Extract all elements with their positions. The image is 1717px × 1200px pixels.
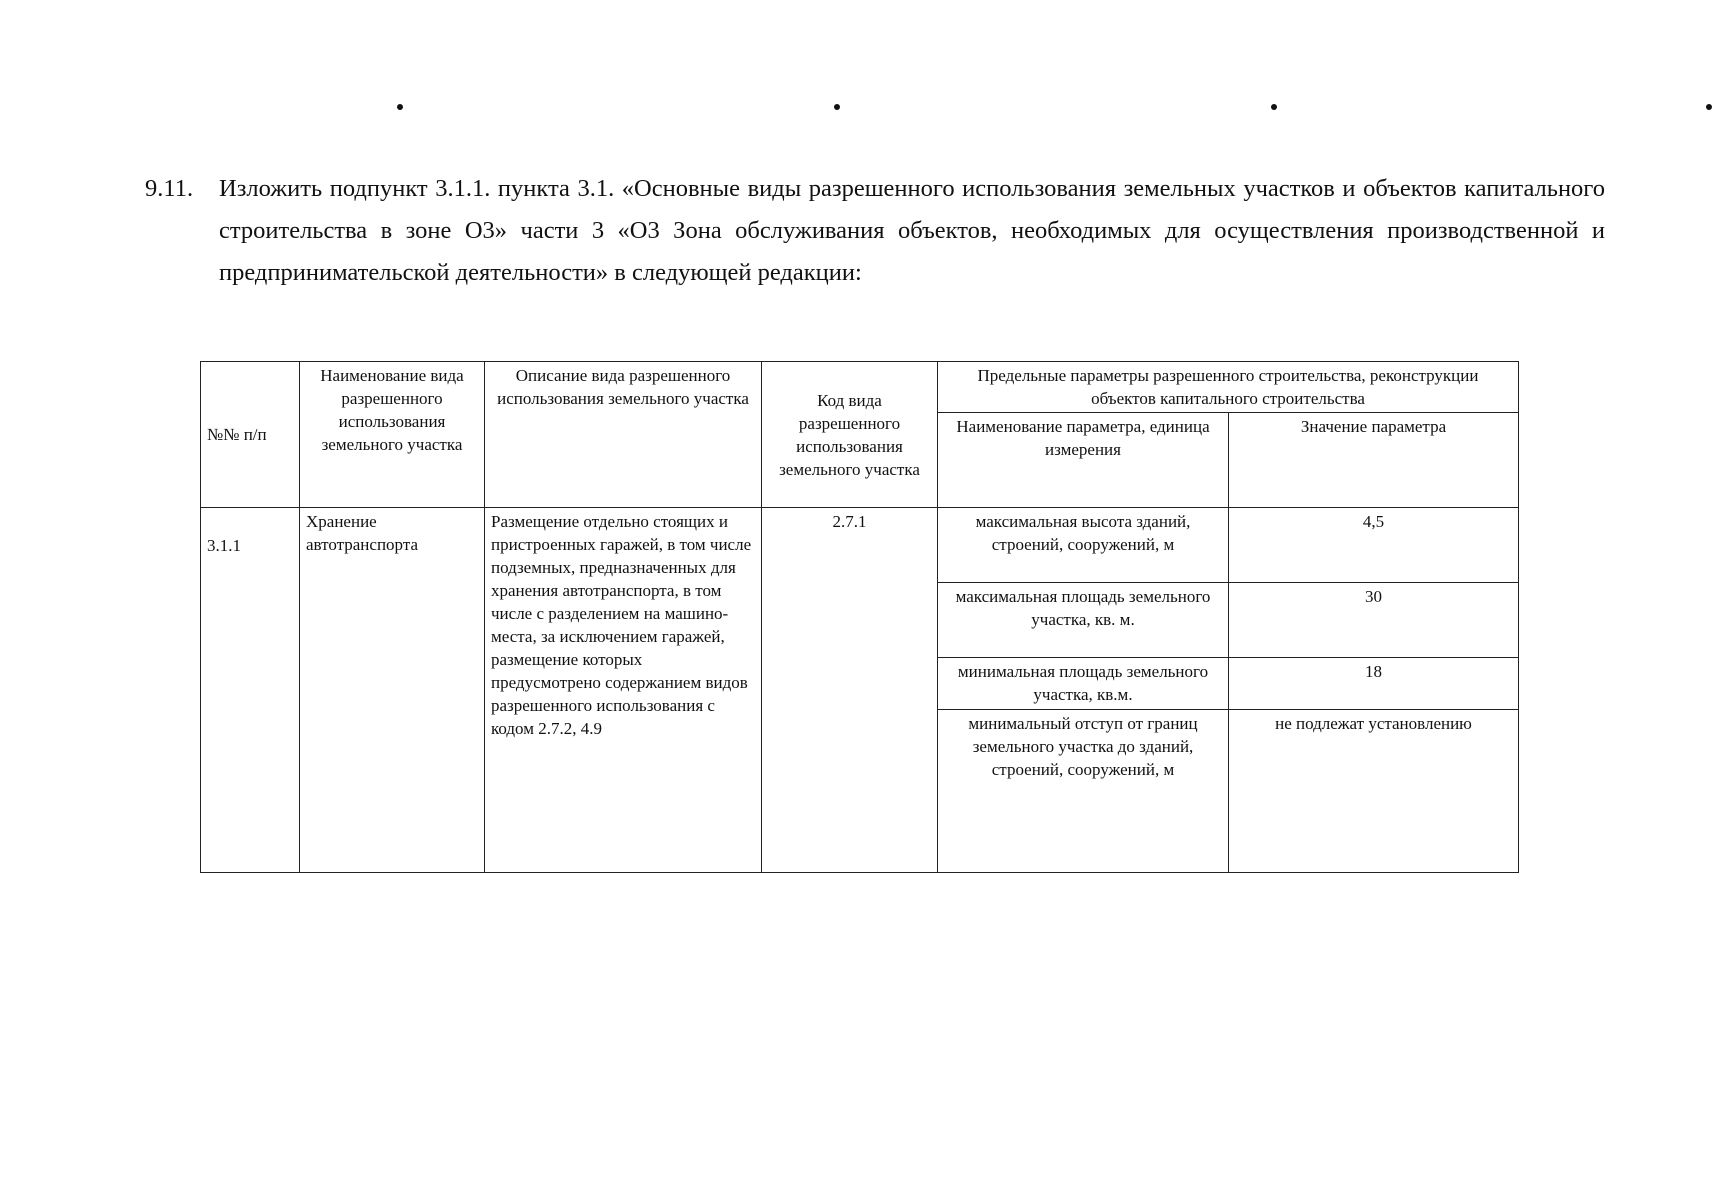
scan-mark-2 — [834, 104, 840, 110]
header-use-name: Наименование вида разрешенного использования земельного участка — [300, 362, 485, 508]
land-use-table — [200, 361, 1519, 873]
row-number: 3.1.1 — [201, 508, 300, 873]
amendment-paragraph — [145, 168, 1605, 294]
scan-mark-4 — [1706, 104, 1712, 110]
header-use-code: Код вида разрешенного использования земельного участка — [762, 362, 938, 508]
table-row — [201, 508, 1519, 583]
row-use-description: Размещение отдельно стоящих и пристроенных гаражей, в том числе подземных, предназначенных для хранения автотранспорта, в том числе с разделением на машино-места, за исключением гаражей, размещение которых предусмотрено содержанием видов разрешенного использования с кодом 2.7.2, 4.9 — [485, 508, 762, 873]
header-limit-parameters: Предельные параметры разрешенного строительства, реконструкции объектов капитального строительства — [938, 362, 1519, 413]
param-value-max-height: 4,5 — [1229, 508, 1519, 583]
header-num: №№ п/п — [201, 362, 300, 508]
param-name-max-area: максимальная площадь земельного участка, кв. м. — [938, 583, 1229, 658]
param-name-min-area: минимальная площадь земельного участка, кв.м. — [938, 658, 1229, 710]
row-use-code: 2.7.1 — [762, 508, 938, 873]
header-parameter-name: Наименование параметра, единица измерения — [938, 413, 1229, 508]
param-value-min-area: 18 — [1229, 658, 1519, 710]
paragraph-text: Изложить подпункт 3.1.1. пункта 3.1. «Основные виды разрешенного использования земельных участков и объектов капитального строительства в зоне О3» части 3 «О3 Зона обслуживания объектов, необходимых для осуществления производственной и предпринимательской деятельности» в следующей редакции: — [219, 175, 1605, 286]
param-name-min-setback: минимальный отступ от границ земельного участка до зданий, строений, сооружений, м — [938, 710, 1229, 873]
header-use-description: Описание вида разрешенного использования земельного участка — [485, 362, 762, 508]
param-name-max-height: максимальная высота зданий, строений, сооружений, м — [938, 508, 1229, 583]
param-value-max-area: 30 — [1229, 583, 1519, 658]
paragraph-number: 9.11. — [145, 175, 194, 202]
header-parameter-value: Значение параметра — [1229, 413, 1519, 508]
row-use-name: Хранение автотранспорта — [300, 508, 485, 873]
scan-mark-3 — [1271, 104, 1277, 110]
param-value-min-setback: не подлежат установлению — [1229, 710, 1519, 873]
table-header-row — [201, 362, 1519, 413]
scan-mark-1 — [397, 104, 403, 110]
